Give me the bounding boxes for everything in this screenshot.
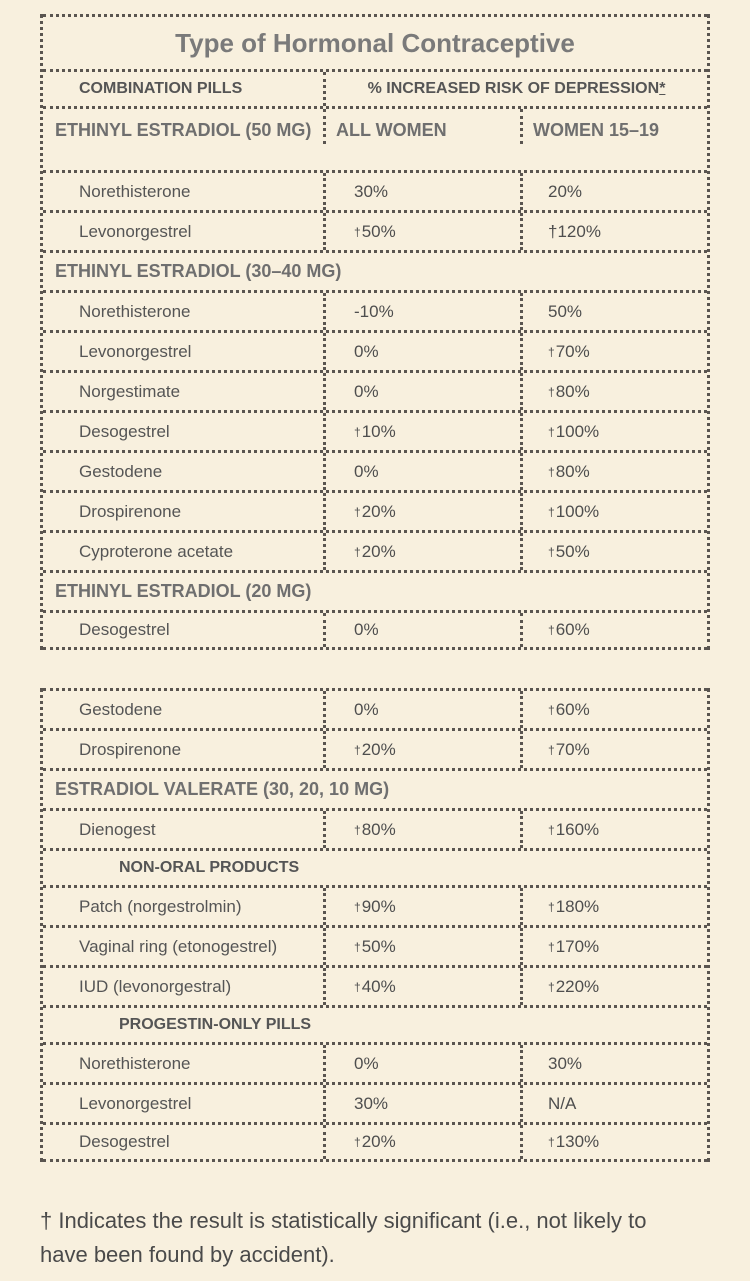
section-heading-progestin-only: PROGESTIN-ONLY PILLS: [43, 1005, 707, 1042]
table-row: [43, 370, 707, 410]
row-teen-value: † 180%: [520, 888, 707, 925]
row-all-value: 30%: [323, 173, 520, 210]
table-row: [43, 965, 707, 1005]
row-teen-value: † 80%: [520, 453, 707, 490]
row-name: Dienogest: [79, 819, 156, 839]
table-row: [43, 1122, 707, 1162]
row-teen-value: † 100%: [520, 493, 707, 530]
row-all-value: † 20%: [323, 1125, 520, 1159]
contraceptive-table-continued: [40, 688, 710, 1162]
row-all-value: † 40%: [323, 968, 520, 1005]
row-name: Desogestrel: [79, 421, 170, 441]
header-risk-label: % INCREASED RISK OF DEPRESSION: [367, 80, 660, 97]
group-heading-ee50: ETHINYL ESTRADIOL (50 MG): [55, 120, 312, 140]
column-header-women-15-19: WOMEN 15–19: [520, 109, 707, 144]
table-title-row: [43, 14, 707, 69]
row-name: Gestodene: [79, 461, 163, 481]
row-all-value: † 80%: [323, 811, 520, 848]
row-name: IUD (levonorgestral): [79, 976, 232, 996]
table-row: [43, 330, 707, 370]
table-row: [43, 290, 707, 330]
row-all-value: † 50%: [323, 213, 520, 250]
table-row: [43, 885, 707, 925]
table-header-row: [43, 69, 707, 106]
row-all-value: † 10%: [323, 413, 520, 450]
row-teen-value: † 80%: [520, 373, 707, 410]
row-name: Norethisterone: [79, 301, 191, 321]
row-name: Desogestrel: [79, 1132, 170, 1151]
row-name: Vaginal ring (etonogestrel): [79, 936, 278, 956]
table-row: [43, 925, 707, 965]
row-teen-value: † 160%: [520, 811, 707, 848]
table-row: [43, 728, 707, 768]
row-teen-value: † 60%: [520, 613, 707, 647]
column-header-row: [43, 106, 707, 170]
table-title: Type of Hormonal Contraceptive: [175, 27, 575, 58]
row-all-value: † 90%: [323, 888, 520, 925]
row-teen-value: 50%: [520, 293, 707, 330]
row-all-value: † 20%: [323, 493, 520, 530]
header-risk: [323, 72, 707, 106]
row-teen-value: N/A: [520, 1085, 707, 1122]
table-row: [43, 490, 707, 530]
table-row: [43, 450, 707, 490]
table-row: [43, 610, 707, 650]
group-heading-ee20: ETHINYL ESTRADIOL (20 MG): [43, 570, 707, 610]
table-row: [43, 1042, 707, 1082]
table-row: [43, 170, 707, 210]
table-row: [43, 410, 707, 450]
row-name: Desogestrel: [79, 620, 170, 639]
row-name: Levonorgestrel: [79, 221, 192, 241]
row-all-value: † 20%: [323, 533, 520, 570]
table-row: [43, 530, 707, 570]
row-name: Drospirenone: [79, 739, 182, 759]
row-all-value: 0%: [323, 373, 520, 410]
group-heading-estradiol-valerate: ESTRADIOL VALERATE (30, 20, 10 MG): [43, 768, 707, 808]
row-teen-value: † 220%: [520, 968, 707, 1005]
row-teen-value: † 130%: [520, 1125, 707, 1159]
table-row: [43, 808, 707, 848]
table-row: [43, 210, 707, 250]
group-heading-ee30-40: ETHINYL ESTRADIOL (30–40 MG): [43, 250, 707, 290]
row-name: Levonorgestrel: [79, 341, 192, 361]
row-all-value: 0%: [323, 691, 520, 728]
row-all-value: -10%: [323, 293, 520, 330]
row-name: Levonorgestrel: [79, 1093, 192, 1113]
row-all-value: 30%: [323, 1085, 520, 1122]
row-all-value: † 50%: [323, 928, 520, 965]
row-teen-value: †120%: [520, 213, 707, 250]
table-row: [43, 1082, 707, 1122]
row-all-value: 0%: [323, 613, 520, 647]
contraceptive-table: [40, 14, 710, 650]
row-name: Norgestimate: [79, 381, 181, 401]
footnote-text: † Indicates the result is statistically significant (i.e., not likely to have been found by accident).: [40, 1208, 647, 1267]
row-name: Norethisterone: [79, 1053, 191, 1073]
row-teen-value: 30%: [520, 1045, 707, 1082]
section-heading-non-oral: NON-ORAL PRODUCTS: [43, 848, 707, 885]
row-name: Patch (norgestrolmin): [79, 896, 242, 916]
row-name: Norethisterone: [79, 181, 191, 201]
table-row: [43, 688, 707, 728]
row-name: Cyproterone acetate: [79, 541, 234, 561]
row-teen-value: † 100%: [520, 413, 707, 450]
row-teen-value: † 60%: [520, 691, 707, 728]
footnote-asterisk-link[interactable]: *: [659, 80, 666, 97]
row-teen-value: † 70%: [520, 333, 707, 370]
row-name: Drospirenone: [79, 501, 182, 521]
row-all-value: † 20%: [323, 731, 520, 768]
row-all-value: 0%: [323, 1045, 520, 1082]
row-name: Gestodene: [79, 699, 163, 719]
row-teen-value: † 70%: [520, 731, 707, 768]
row-teen-value: 20%: [520, 173, 707, 210]
column-header-all-women: ALL WOMEN: [323, 109, 520, 144]
header-combination-pills: COMBINATION PILLS: [79, 80, 243, 97]
row-teen-value: † 50%: [520, 533, 707, 570]
row-all-value: 0%: [323, 453, 520, 490]
row-all-value: 0%: [323, 333, 520, 370]
row-teen-value: † 170%: [520, 928, 707, 965]
